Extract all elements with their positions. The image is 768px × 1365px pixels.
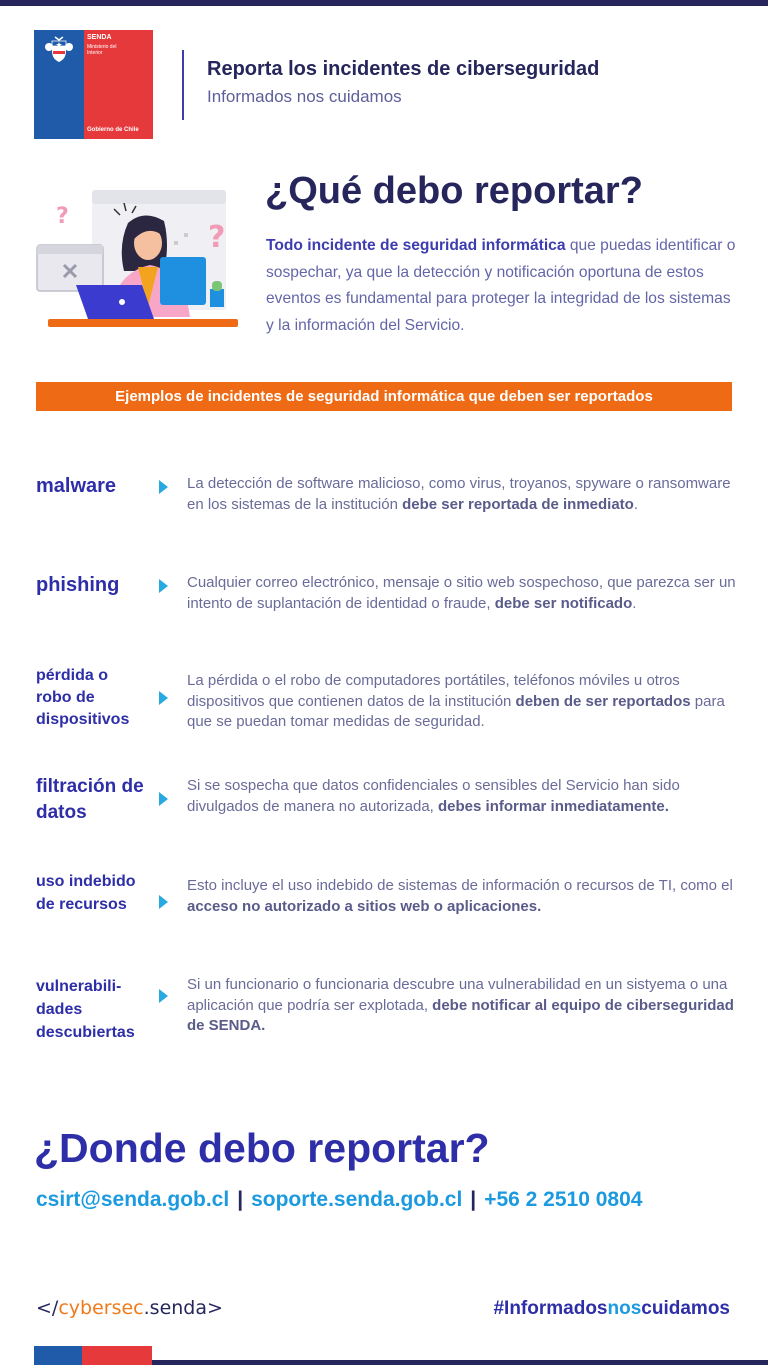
separator: | <box>470 1188 477 1211</box>
svg-text:?: ? <box>208 220 226 255</box>
incident-label: filtración de datos <box>36 776 144 823</box>
incident-label: vulnerabili-dades descubiertas <box>36 978 135 1041</box>
cybersec-senda-brand: </cybersec.senda> <box>36 1297 223 1319</box>
support-site-link[interactable]: soporte.senda.gob.cl <box>251 1188 463 1211</box>
arrow-right-icon <box>159 480 168 494</box>
arrow-right-icon <box>159 691 168 705</box>
arrow-right-icon <box>159 989 168 1003</box>
logo-government: Gobierno de Chile <box>87 127 139 133</box>
intro-rest: que puedas identificar o sospechar, ya que la detección y notificación oportuna de estos eventos es fundamental para proteger la integridad de los sistemas y la información del Servicio. <box>266 237 736 334</box>
where-title: ¿Donde debo reportar? <box>34 1125 490 1171</box>
top-bar <box>0 0 768 6</box>
incident-description: Esto incluye el uso indebido de sistemas de información o recursos de TI, como el acceso no autorizado a sitios web o aplicaciones. <box>187 877 733 915</box>
intro-paragraph <box>266 233 736 339</box>
incident-description: Si un funcionario o funcionaria descubre una vulnerabilidad en un sistyema o una aplicación que podría ser explotada, debe notificar al equipo de ciberseguridad de SENDA. <box>187 976 734 1034</box>
intro-bold: Todo incidente de seguridad informática <box>266 237 566 254</box>
incident-description: La detección de software malicioso, como virus, troyanos, spyware o ransomware en los sistemas de la institución debe ser reportada de inmediato. <box>187 475 731 513</box>
phone-number[interactable]: +56 2 2510 0804 <box>484 1188 643 1211</box>
incident-description: Si se sospecha que datos confidenciales o sensibles del Servicio han sido divulgados de manera no autorizada, debes informar inmediatamente. <box>187 777 680 815</box>
incident-label: phishing <box>36 574 120 596</box>
contact-line <box>36 1188 642 1212</box>
bottom-line <box>152 1360 768 1365</box>
what-title: ¿Qué debo reportar? <box>265 170 643 212</box>
examples-banner: Ejemplos de incidentes de seguridad informática que deben ser reportados <box>36 382 732 411</box>
coat-of-arms-icon <box>41 35 77 65</box>
incident-label: malware <box>36 475 117 497</box>
incident-description: Cualquier correo electrónico, mensaje o sitio web sospechoso, que parezca ser un intento de suplantación de identidad o fraude, debe ser notificado. <box>187 574 736 612</box>
logo-ministry: Ministerio del Interior <box>87 44 117 56</box>
gobierno-de-chile-logo <box>34 30 153 139</box>
arrow-right-icon <box>159 792 168 806</box>
woman-at-computer-illustration <box>36 185 242 333</box>
bottom-red-block <box>82 1346 152 1365</box>
logo-senda: SENDA <box>87 34 112 41</box>
hashtag: #Informadosnoscuidamos <box>493 1298 730 1319</box>
arrow-right-icon <box>159 579 168 593</box>
incident-label: pérdida o robo de dispositivos <box>36 667 130 728</box>
arrow-right-icon <box>159 895 168 909</box>
svg-text:?: ? <box>56 204 69 229</box>
incident-label: uso indebido de recursos <box>36 873 136 913</box>
email-link[interactable]: csirt@senda.gob.cl <box>36 1188 230 1211</box>
header-title: Reporta los incidentes de ciberseguridad <box>207 58 600 80</box>
incident-description: La pérdida o el robo de computadores portátiles, teléfonos móviles u otros dispositivos que contienen datos de la institución deben de ser reportados para que se puedan tomar medidas de seguridad. <box>187 672 725 730</box>
separator: | <box>237 1188 244 1211</box>
bottom-blue-block <box>34 1346 82 1365</box>
header-divider <box>182 50 184 120</box>
header-subtitle: Informados nos cuidamos <box>207 87 402 106</box>
